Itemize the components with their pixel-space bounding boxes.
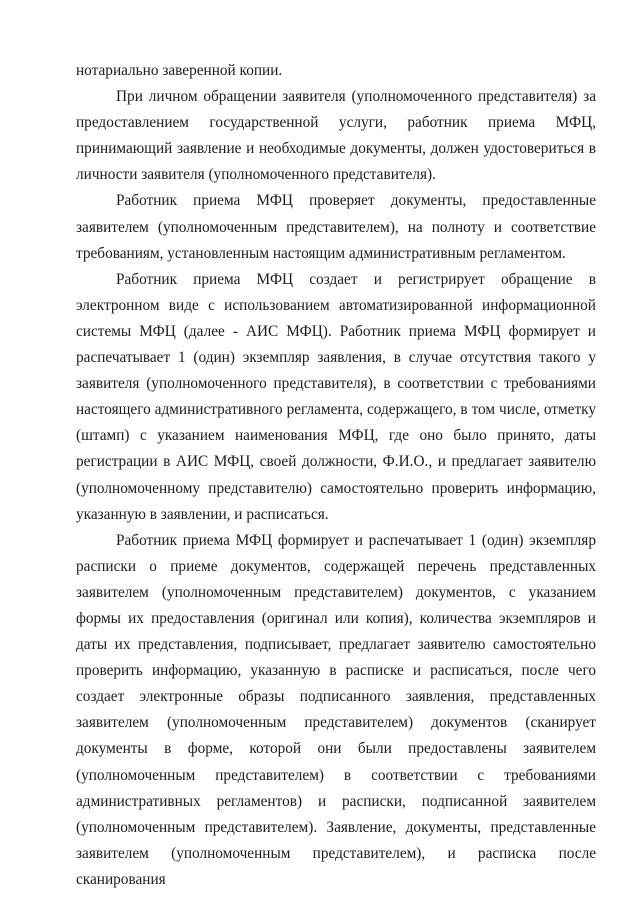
document-page <box>76 58 596 893</box>
paragraph-document-check: Работник приема МФЦ проверяет документы, предоставленные заявителем (уполномоченным представителем), на полноту и соответствие требованиям, установленным настоящим административным регламентом. <box>76 192 596 262</box>
paragraph-personal-appeal: При личном обращении заявителя (уполномоченного представителя) за предоставлением государственной услуги, работник приема МФЦ, принимающий заявление и необходимые документы, должен удостовериться в личности заявителя (уполномоченного представителя). <box>76 88 596 184</box>
paragraph-receipt: Работник приема МФЦ формирует и распечатывает 1 (один) экземпляр расписки о приеме документов, содержащей перечень представленных заявителем (уполномоченным представителем) документов, с указанием формы их предоставления (оригинал или копия), количества экземпляров и даты их представления, подписывает, предлагает заявителю самостоятельно проверить информацию, указанную в расписке и расписаться, после чего создает электронные образы подписанного заявления, представленных заявителем (уполномоченным представителем) документов (сканирует документы в форме, которой они были предоставлены заявителем (уполномоченным представителем) в соответствии с требованиями административных регламентов) и расписки, подписанной заявителем (уполномоченным представителем). Заявление, документы, представленные заявителем (уполномоченным представителем), и расписка после сканирования <box>76 531 596 888</box>
paragraph-continuation: нотариально заверенной копии. <box>76 62 283 79</box>
paragraph-registration: Работник приема МФЦ создает и регистрирует обращение в электронном виде с использованием автоматизированной информационной системы МФЦ (далее - АИС МФЦ). Работник приема МФЦ формирует и распечатывает 1 (один) экземпляр заявления, в случае отсутствия такого у заявителя (уполномоченного представителя), в соответствии с требованиями настоящего административного регламента, содержащего, в том числе, отметку (штамп) с указанием наименования МФЦ, где оно было принято, даты регистрации в АИС МФЦ, своей должности, Ф.И.О., и предлагает заявителю (уполномоченному представителю) самостоятельно проверить информацию, указанную в заявлении, и расписаться. <box>76 270 596 523</box>
